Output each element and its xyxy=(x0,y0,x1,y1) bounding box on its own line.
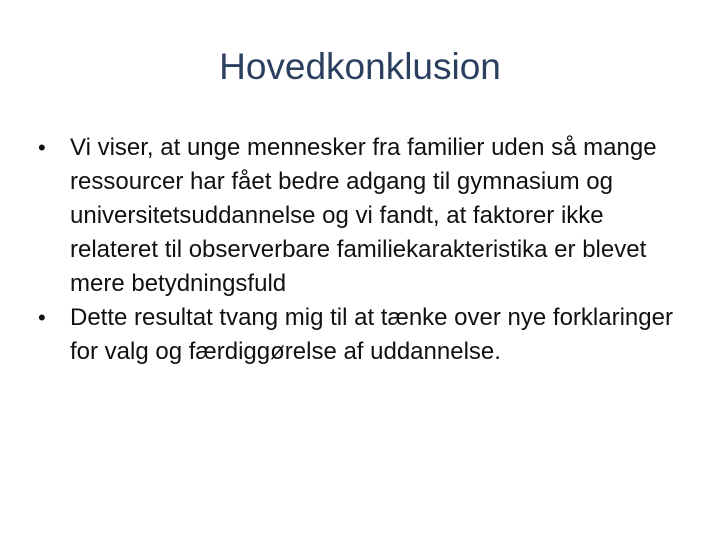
bullet-item xyxy=(32,301,692,369)
bullet-dot-icon: • xyxy=(38,135,46,160)
bullet-text: Vi viser, at unge mennesker fra familier uden så mange ressourcer har fået bedre adgang til gymnasium og universitetsuddannelse og vi fandt, at faktorer ikke relateret til observerbare familiekarakteristika er blevet mere betydningsfuld xyxy=(70,134,657,297)
bullet-text: Dette resultat tvang mig til at tænke over nye forklaringer for valg og færdiggørelse af uddannelse. xyxy=(70,304,673,365)
bullet-list xyxy=(32,131,692,369)
bullet-dot-icon: • xyxy=(38,305,46,330)
bullet-item xyxy=(32,131,692,301)
slide-title: Hovedkonklusion xyxy=(219,46,501,87)
